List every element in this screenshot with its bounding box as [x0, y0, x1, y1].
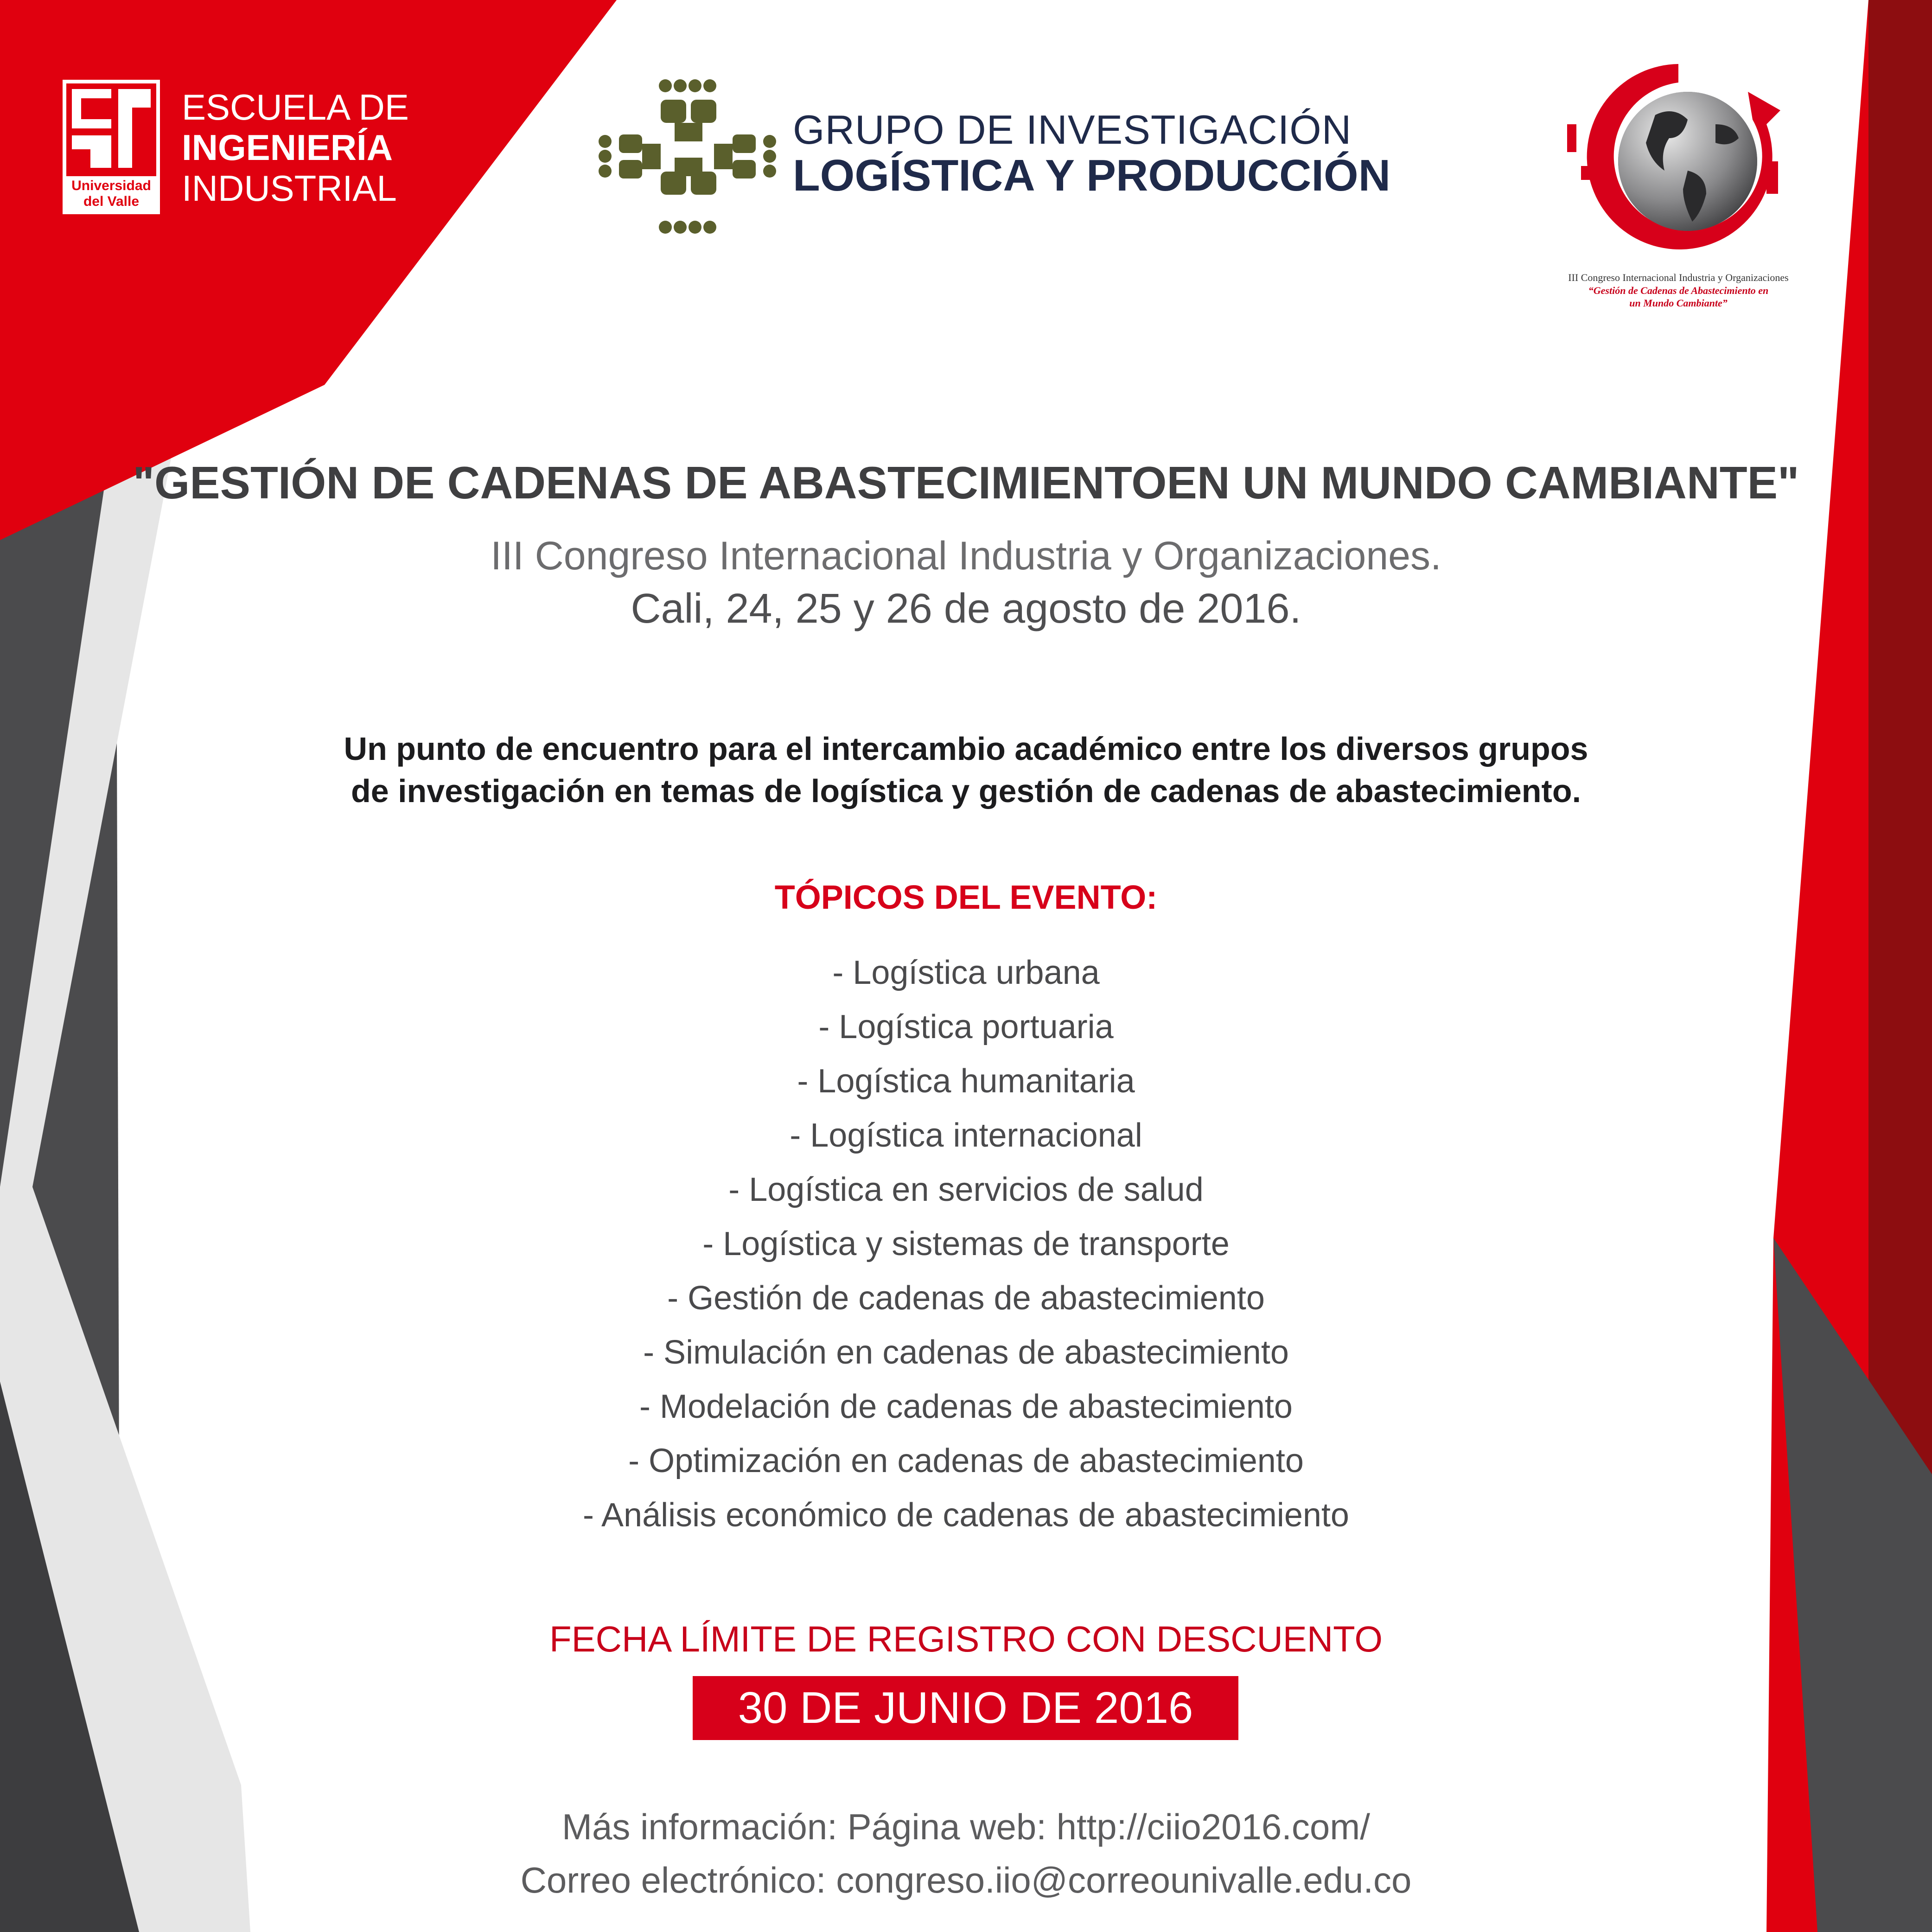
topic-item: - Logística en servicios de salud — [728, 1171, 1204, 1208]
deadline-label: FECHA LÍMITE DE REGISTRO CON DESCUENTO — [549, 1619, 1383, 1659]
topic-item: - Modelación de cadenas de abastecimiento — [639, 1388, 1293, 1425]
topic-item: - Logística internacional — [790, 1117, 1142, 1154]
event-intro — [0, 728, 1932, 812]
topic-item: - Simulación en cadenas de abastecimiento — [643, 1334, 1289, 1371]
topic-item: - Logística humanitaria — [797, 1063, 1135, 1100]
topics-heading: TÓPICOS DEL EVENTO: — [774, 879, 1158, 916]
grupo-investigacion-emblem — [596, 77, 779, 236]
topic-item: - Análisis económico de cadenas de abastecimiento — [583, 1497, 1349, 1534]
topic-item: - Optimización en cadenas de abastecimiento — [628, 1442, 1304, 1479]
event-date-location: Cali, 24, 25 y 26 de agosto de 2016. — [631, 586, 1301, 632]
topics-list — [0, 946, 1932, 1543]
congreso-caption — [1521, 271, 1836, 310]
grupo-investigacion-text — [793, 108, 1390, 200]
grupo-line-1: GRUPO DE INVESTIGACIÓN — [793, 107, 1352, 153]
congreso-caption-2: “Gestión de Cadenas de Abastecimiento en — [1588, 284, 1769, 296]
topic-item: - Logística urbana — [832, 954, 1100, 991]
escuela-line-2: INGENIERÍA — [182, 127, 393, 168]
univalle-caption-1: Universidad — [71, 178, 151, 193]
intro-line-1: Un punto de encuentro para el intercambio académico entre los diversos grupos — [344, 731, 1588, 767]
topic-item: - Logística portuaria — [818, 1008, 1114, 1046]
deadline-date-badge: 30 DE JUNIO DE 2016 — [693, 1676, 1238, 1740]
congreso-caption-3: un Mundo Cambiante” — [1629, 297, 1728, 309]
univalle-logo — [63, 80, 160, 214]
topic-item: - Gestión de cadenas de abastecimiento — [667, 1280, 1265, 1317]
escuela-line-3: INDUSTRIAL — [182, 167, 397, 209]
event-subtitle: III Congreso Internacional Industria y Organizaciones. — [491, 534, 1441, 578]
contact-web-line: Más información: Página web: http://ciio2016.com/ — [562, 1806, 1370, 1847]
grupo-line-2: LOGÍSTICA Y PRODUCCIÓN — [793, 151, 1391, 201]
univalle-caption-2: del Valle — [83, 194, 140, 209]
contact-email-line: Correo electrónico: congreso.iio@correounivalle.edu.co — [520, 1860, 1412, 1900]
congreso-caption-1: III Congreso Internacional Industria y Organizaciones — [1568, 272, 1789, 283]
escuela-ingenieria-text — [182, 87, 409, 209]
intro-line-2: de investigación en temas de logística y gestión de cadenas de abastecimiento. — [351, 773, 1581, 809]
congreso-globe-emblem — [1549, 55, 1808, 259]
topic-item: - Logística y sistemas de transporte — [702, 1225, 1230, 1262]
event-title: "GESTIÓN DE CADENAS DE ABASTECIMIENTOEN UN MUNDO CAMBIANTE" — [133, 457, 1799, 508]
escuela-line-1: ESCUELA DE — [182, 87, 409, 128]
